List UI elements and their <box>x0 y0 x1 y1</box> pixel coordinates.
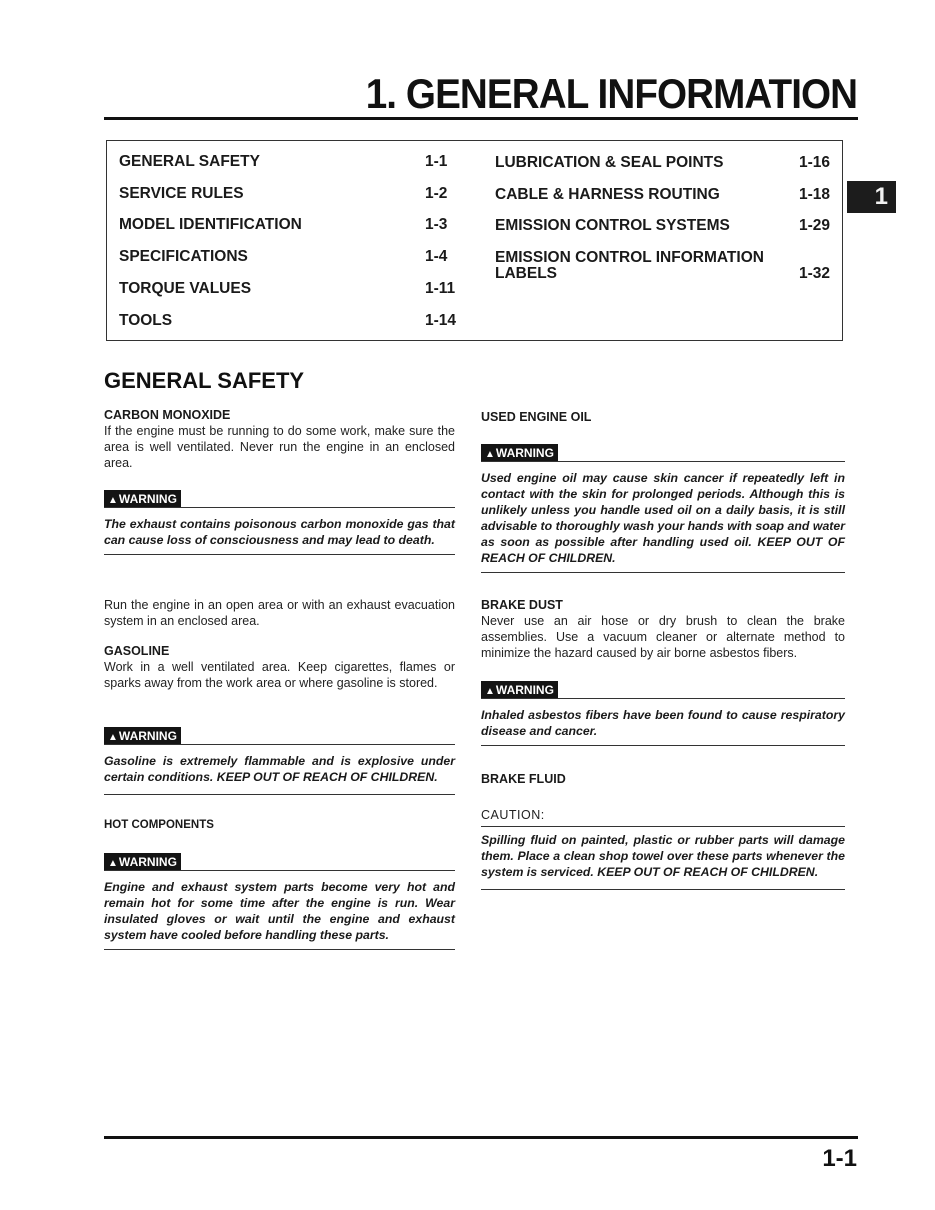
warning-text: Inhaled asbestos fibers have been found to cause respiratory disease and cancer. <box>481 708 845 738</box>
gasoline-heading: GASOLINE <box>104 644 170 658</box>
toc-item-label: SERVICE RULES <box>119 185 244 202</box>
warning-triangle-icon: ▲ <box>108 495 118 506</box>
toc-item-page: 1-11 <box>425 280 456 297</box>
toc-item-label: LUBRICATION & SEAL POINTS <box>495 154 724 171</box>
table-of-contents <box>106 140 843 341</box>
carbon-monoxide-heading: CARBON MONOXIDE <box>104 408 231 422</box>
toc-item-label: TOOLS <box>119 312 173 329</box>
divider <box>104 794 455 795</box>
brake-fluid-heading: BRAKE FLUID <box>481 772 566 786</box>
warning-triangle-icon: ▲ <box>485 686 495 697</box>
toc-item-label: TORQUE VALUES <box>119 280 252 297</box>
warning-badge: ▲WARNING <box>481 444 558 462</box>
warning-badge: ▲WARNING <box>481 681 558 699</box>
toc-item-label: EMISSION CONTROL SYSTEMS <box>495 217 730 234</box>
toc-item-label: SPECIFICATIONS <box>119 248 248 265</box>
carbon-monoxide-after <box>104 597 455 629</box>
warning-header <box>481 681 845 701</box>
toc-item-page: 1-1 <box>425 153 448 170</box>
divider <box>481 745 845 746</box>
warning-header <box>481 444 845 464</box>
caution-text: Spilling fluid on painted, plastic or rubber parts will damage them. Place a clean shop towel over these parts whenever the system is serviced. KEEP OUT OF REACH OF CHILDREN. <box>481 833 845 879</box>
toc-item-label: CABLE & HARNESS ROUTING <box>495 186 720 203</box>
toc-item-label: GENERAL SAFETY <box>119 153 260 170</box>
brake-dust-body: Never use an air hose or dry brush to clean the brake assemblies. Use a vacuum cleaner or alternate method to minimize the hazard caused by air borne asbestos fibers. <box>481 614 845 660</box>
warning-header <box>104 490 455 510</box>
footer-rule <box>104 1136 858 1139</box>
gasoline-body: Work in a well ventilated area. Keep cigarettes, flames or sparks away from the work area or where gasoline is stored. <box>104 660 455 690</box>
divider <box>481 826 845 827</box>
caution-label: CAUTION: <box>481 808 545 822</box>
toc-item-label: MODEL IDENTIFICATION <box>119 216 302 233</box>
warning-text: The exhaust contains poisonous carbon monoxide gas that can cause loss of consciousness and may lead to death. <box>104 517 455 547</box>
divider <box>481 572 845 573</box>
title-rule <box>104 117 858 120</box>
hot-components-warning <box>104 853 455 950</box>
hot-components-block <box>104 817 455 833</box>
toc-item-page: 1-18 <box>799 186 831 203</box>
toc-item-page: 1-2 <box>425 185 448 202</box>
toc-item-page: 1-32 <box>799 265 831 282</box>
toc-item-page: 1-16 <box>799 154 831 171</box>
toc-item-label-line2: LABELS <box>495 265 557 282</box>
page-number: 1-1 <box>822 1145 857 1172</box>
carbon-monoxide-warning <box>104 490 455 555</box>
section-title: GENERAL SAFETY <box>104 368 305 393</box>
used-engine-oil-heading: USED ENGINE OIL <box>481 410 592 424</box>
warning-badge: ▲WARNING <box>104 727 181 745</box>
used-engine-oil-warning <box>481 444 845 573</box>
warning-header <box>104 853 455 873</box>
warning-text: Used engine oil may cause skin cancer if repeatedly left in contact with the skin for prolonged periods. Although this is unlikely unless you handle used oil on a daily basis, it is still advisable to thoroughly wash your hands with soap and water as soon as possible after handling used oil. KEEP OUT OF REACH OF CHILDREN. <box>481 471 845 565</box>
gasoline-block <box>104 643 455 691</box>
toc-item-page: 1-4 <box>425 248 448 265</box>
chapter-tab-marker: 1 <box>847 181 896 213</box>
divider <box>104 870 455 871</box>
hot-components-heading: HOT COMPONENTS <box>104 819 214 831</box>
brake-fluid-caution <box>481 807 845 890</box>
divider <box>481 889 845 890</box>
brake-dust-heading: BRAKE DUST <box>481 598 563 612</box>
toc-item-label <box>495 250 764 282</box>
chapter-title: 1. GENERAL INFORMATION <box>365 70 857 117</box>
toc-item-page: 1-29 <box>799 217 831 234</box>
divider <box>104 744 455 745</box>
carbon-monoxide-block <box>104 407 455 471</box>
warning-triangle-icon: ▲ <box>485 449 495 460</box>
carbon-monoxide-body: If the engine must be running to do some work, make sure the area is well ventilated. Never run the engine in an enclosed area. <box>104 424 455 470</box>
warning-triangle-icon: ▲ <box>108 732 118 743</box>
divider <box>481 698 845 699</box>
warning-badge: ▲WARNING <box>104 853 181 871</box>
warning-text: Engine and exhaust system parts become very hot and remain hot for some time after the engine is run. Wear insulated gloves or wait until the engine and exhaust system have cooled before handling these parts. <box>104 880 455 942</box>
divider <box>104 949 455 950</box>
divider <box>481 461 845 462</box>
brake-dust-block <box>481 597 845 661</box>
divider <box>104 507 455 508</box>
carbon-monoxide-followup: Run the engine in an open area or with an exhaust evacuation system in an enclosed area. <box>104 598 455 628</box>
brake-dust-warning <box>481 681 845 746</box>
toc-item-page: 1-14 <box>425 312 457 329</box>
gasoline-warning <box>104 727 455 795</box>
used-engine-oil-block <box>481 409 845 425</box>
divider <box>104 554 455 555</box>
toc-item-page: 1-3 <box>425 216 448 233</box>
warning-triangle-icon: ▲ <box>108 858 118 869</box>
warning-text: Gasoline is extremely flammable and is explosive under certain conditions. KEEP OUT OF REACH OF CHILDREN. <box>104 754 455 784</box>
warning-badge: ▲WARNING <box>104 490 181 508</box>
toc-item-label-line1: EMISSION CONTROL INFORMATION <box>495 249 764 266</box>
warning-header <box>104 727 455 747</box>
brake-fluid-block <box>481 771 845 787</box>
